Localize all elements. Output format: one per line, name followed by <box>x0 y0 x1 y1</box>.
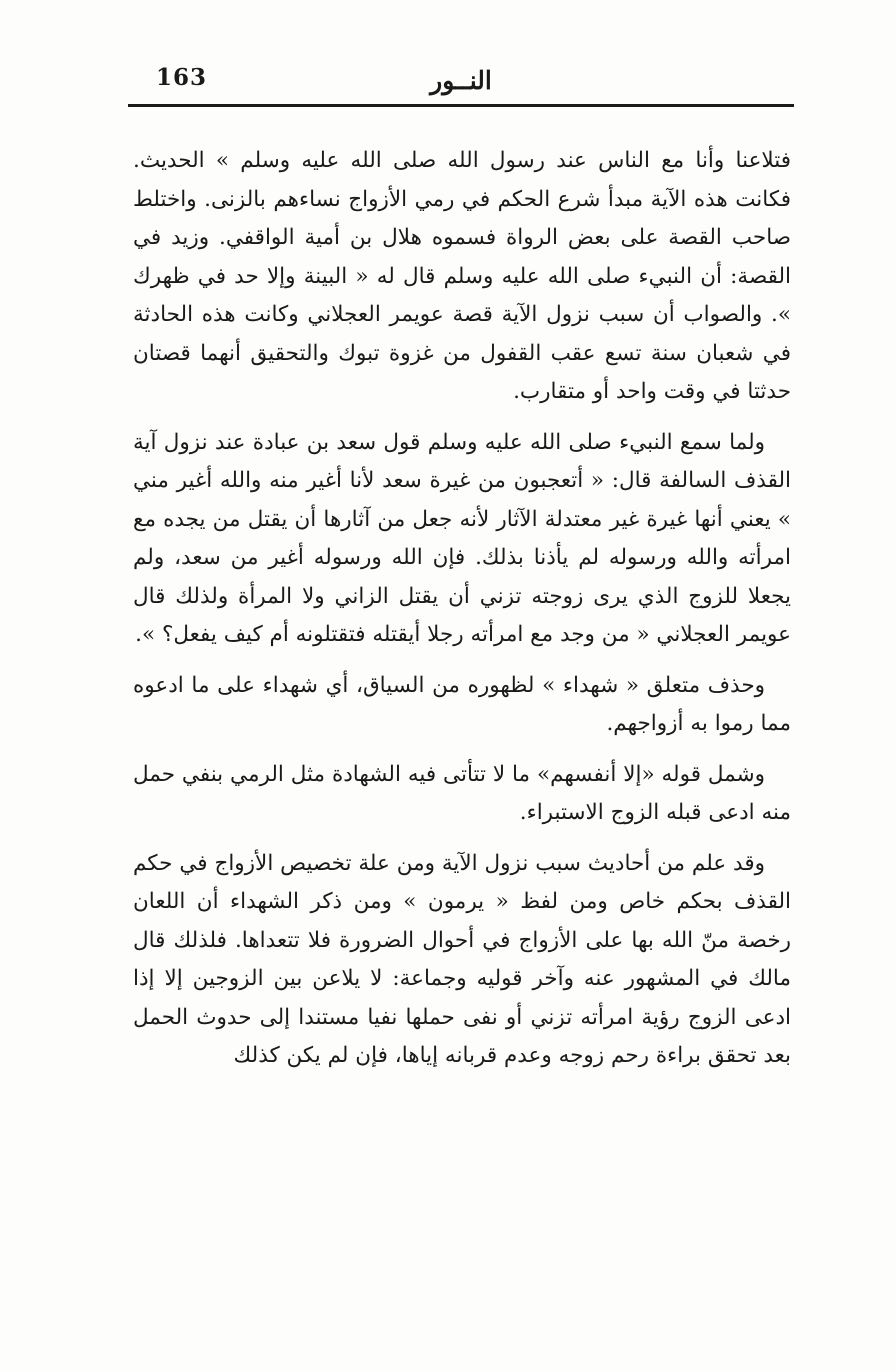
running-title: النــور <box>430 66 492 95</box>
page-header <box>128 62 794 107</box>
paragraph-5: وقد علم من أحاديث سبب نزول الآية ومن علة تخصيص الأزواج في حكم القذف بحكم خاص ومن لفظ « يرمون » ومن ذكر الشهداء أن اللعان رخصة منّ الله بها على الأزواج في أحوال الضرورة فلا تتعداها. فلذلك قال مالك في المشهور عنه وآخر قوليه وجماعة: لا يلاعن بين الزوجين إلا إذا ادعى الزوج رؤية امرأته تزني أو نفى حملها نفيا مستندا إلى حدوث الحمل بعد تحقق براءة رحم زوجه وعدم قربانه إياها، فإن لم يكن كذلك <box>133 850 791 1068</box>
paragraph-2: ولما سمع النبيء صلى الله عليه وسلم قول سعد بن عبادة عند نزول آية القذف السالفة قال: « أتعجبون من غيرة سعد لأنا أغير منه والله أغير مني » يعني أنها غيرة غير معتدلة الآثار لأنه جعل من آثارها أن يقتل من يجده مع امرأته والله ورسوله لم يأذنا بذلك. فإن الله ورسوله أغير من سعد، ولم يجعلا للزوج الذي يرى زوجته تزني أن يقتل الزاني ولا المرأة ولذلك قال عويمر العجلاني « من وجد مع امرأته رجلا أيقتله فتقتلونه أم كيف يفعل؟ ». <box>133 429 791 647</box>
paragraph-1: فتلاعنا وأنا مع الناس عند رسول الله صلى الله عليه وسلم » الحديث. فكانت هذه الآية مبدأ شرع الحكم في رمي الأزواج نساءهم بالزنى. واختلط صاحب القصة على بعض الرواة فسموه هلال بن أمية الواقفي. وزيد في القصة: أن النبيء صلى الله عليه وسلم قال له « البينة وإلا حد في ظهرك ». والصواب أن سبب نزول الآية قصة عويمر العجلاني وكانت هذه الحادثة في شعبان سنة تسع عقب القفول من غزوة تبوك والتحقيق أنهما قصتان حدثتا في وقت واحد أو متقارب. <box>133 148 791 404</box>
body-text <box>133 142 791 1088</box>
paragraph-4: وشمل قوله «إلا أنفسهم» ما لا تتأتى فيه الشهادة مثل الرمي بنفي حمل منه ادعى قبله الزوج الاستبراء. <box>133 761 791 825</box>
paragraph-3: وحذف متعلق « شهداء » لظهوره من السياق، أي شهداء على ما ادعوه مما رموا به أزواجهم. <box>133 672 791 736</box>
page-number: 163 <box>156 64 208 91</box>
